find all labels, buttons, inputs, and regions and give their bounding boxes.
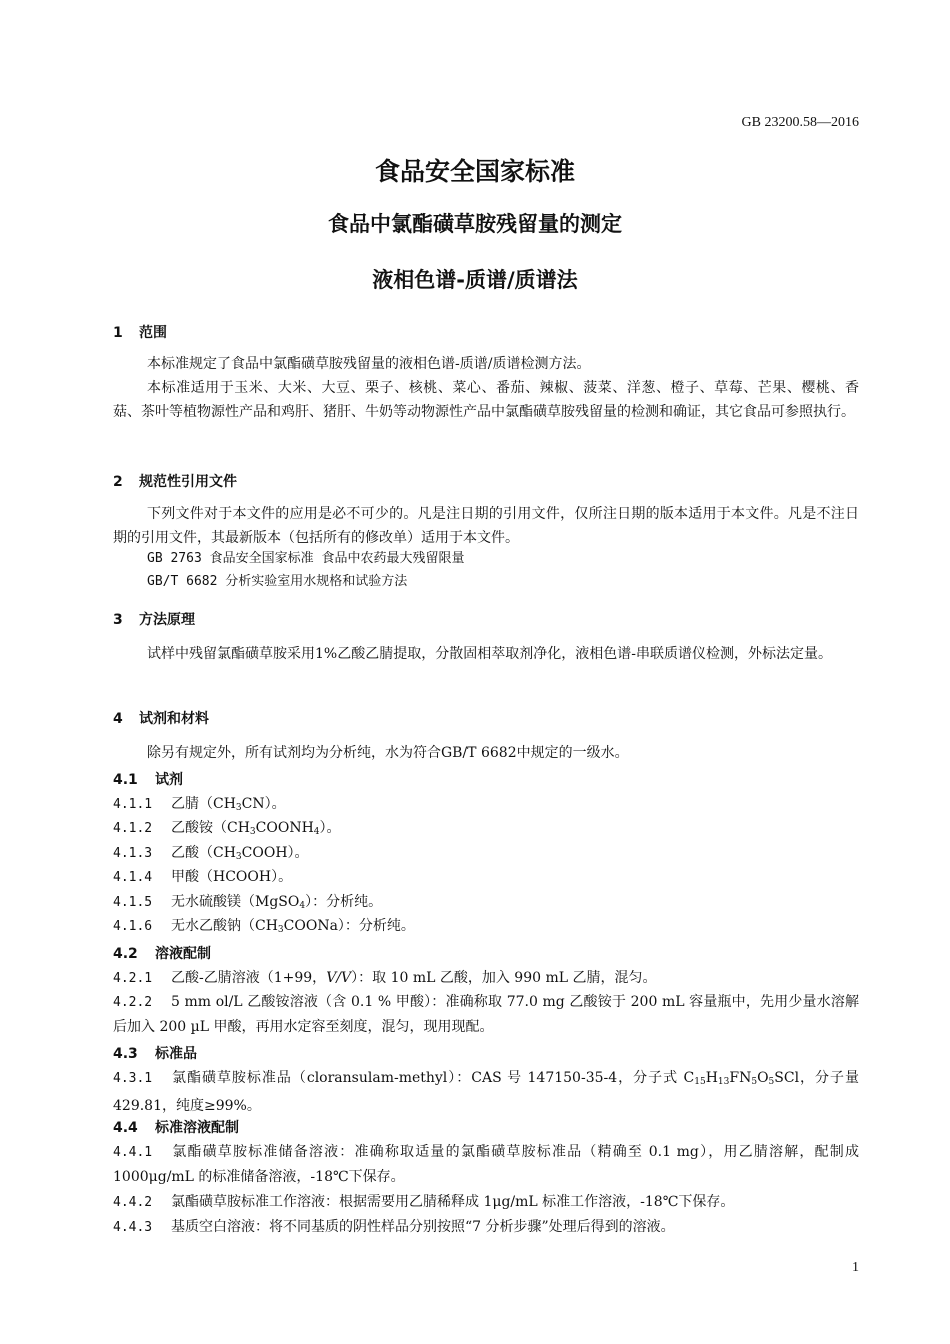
section-title: 试剂和材料 xyxy=(139,711,209,727)
standard-solution-item xyxy=(113,1190,859,1215)
subsection-number: 4.2 xyxy=(113,946,138,962)
section-1-heading xyxy=(113,322,167,342)
subsection-title: 标准溶液配制 xyxy=(155,1120,239,1136)
section-title: 方法原理 xyxy=(139,612,195,628)
subsection-number: 4.4 xyxy=(113,1120,138,1136)
section-title: 范围 xyxy=(139,325,167,341)
scope-paragraph-2: 本标准适用于玉米、大米、大豆、栗子、核桃、菜心、番茄、辣椒、菠菜、洋葱、橙子、草莓、芒果、樱桃、香菇、茶叶等植物源性产品和鸡肝、猪肝、牛奶等动物源性产品中氯酯磺草胺残留量的检测和确证，其它食品可参照执行。 xyxy=(113,380,859,420)
reagent-item xyxy=(113,914,859,942)
section-4-heading xyxy=(113,708,209,728)
item-number: 4.4.3 xyxy=(113,1220,153,1235)
reference-gbt6682: GB/T 6682 分析实验室用水规格和试验方法 xyxy=(147,574,408,589)
standard-solution-item xyxy=(113,1215,859,1240)
subsection-4-3-heading xyxy=(113,1043,197,1063)
subscript: 3 xyxy=(235,803,242,813)
subsection-title: 标准品 xyxy=(155,1046,197,1062)
reagent-item xyxy=(113,865,859,890)
principle-paragraph: 试样中残留氯酯磺草胺采用1%乙酸乙腈提取，分散固相萃取剂净化，液相色谱-串联质谱仪检测，外标法定量。 xyxy=(147,646,832,662)
section-2-heading xyxy=(113,471,237,491)
item-number: 4.1.6 xyxy=(113,919,153,934)
item-number: 4.1.1 xyxy=(113,797,153,812)
item-number: 4.1.3 xyxy=(113,846,153,861)
item-text: ）。 xyxy=(319,820,341,836)
item-text: H xyxy=(705,1070,718,1086)
reference-gb2763: GB 2763 食品安全国家标准 食品中农药最大残留限量 xyxy=(147,551,465,566)
section-number: 3 xyxy=(113,612,123,628)
item-number: 4.4.2 xyxy=(113,1195,153,1210)
item-text: COONa）：分析纯。 xyxy=(283,918,415,934)
document-method-title: 液相色谱-质谱/质谱法 xyxy=(372,268,578,292)
scope-paragraph-1: 本标准规定了食品中氯酯磺草胺残留量的液相色谱-质谱/质谱检测方法。 xyxy=(147,356,591,372)
item-number: 4.4.1 xyxy=(113,1145,153,1160)
section-title: 规范性引用文件 xyxy=(139,474,237,490)
item-text: 5 mm ol/L 乙酸铵溶液（含 0.1 % 甲酸）：准确称取 77.0 mg 乙酸铵于 200 mL 容量瓶中，先用少量水溶解后加入 200 µL 甲酸，再用水定容至刻度，混匀，现用现配。 xyxy=(113,994,859,1035)
subsection-4-1-heading xyxy=(113,769,183,789)
reagents-intro: 除另有规定外，所有试剂均为分析纯，水为符合GB/T 6682中规定的一级水。 xyxy=(147,745,629,761)
subscript: 15 xyxy=(694,1077,706,1087)
document-title: 食品安全国家标准 xyxy=(374,157,575,186)
item-number: 4.2.1 xyxy=(113,971,153,986)
references-paragraph: 下列文件对于本文件的应用是必不可少的。凡是注日期的引用文件，仅所注日期的版本适用于本文件。凡是不注日期的引用文件，其最新版本（包括所有的修改单）适用于本文件。 xyxy=(113,506,859,546)
subscript: 13 xyxy=(717,1077,730,1087)
item-text: 氯酯磺草胺标准储备溶液：准确称取适量的氯酯磺草胺标准品（精确至 0.1 mg），用乙腈溶解，配制成 1000μg/mL 的标准储备溶液，-18℃下保存。 xyxy=(113,1144,859,1185)
item-text: ）：分析纯。 xyxy=(305,894,383,910)
subsection-number: 4.3 xyxy=(113,1046,138,1062)
item-number: 4.1.5 xyxy=(113,895,153,910)
subscript: 5 xyxy=(768,1077,775,1087)
subscript: 3 xyxy=(249,827,256,837)
item-text: 甲酸（HCOOH）。 xyxy=(171,869,293,885)
item-number: 4.3.1 xyxy=(113,1071,153,1086)
solution-item xyxy=(113,966,859,991)
standard-solution-item xyxy=(113,1140,859,1189)
item-number: 4.1.2 xyxy=(113,821,153,836)
item-text: COOH）。 xyxy=(241,845,309,861)
document-subtitle: 食品中氯酯磺草胺残留量的测定 xyxy=(328,212,622,236)
subscript: 5 xyxy=(751,1077,758,1087)
item-text: 乙酸（CH xyxy=(171,845,236,861)
subsection-title: 溶液配制 xyxy=(155,946,211,962)
subscript: 4 xyxy=(313,827,320,837)
item-text: 氯酯磺草胺标准工作溶液：根据需要用乙腈稀释成 1μg/mL 标准工作溶液，-18℃下保存。 xyxy=(171,1194,735,1210)
item-number: 4.2.2 xyxy=(113,995,153,1010)
subsection-title: 试剂 xyxy=(155,772,183,788)
section-number: 4 xyxy=(113,711,123,727)
item-text: COONH xyxy=(255,820,314,836)
item-text: 乙酸铵（CH xyxy=(171,820,250,836)
page-number: 1 xyxy=(852,1260,859,1275)
item-text: SCl，分子量 429.81，纯度≥99%。 xyxy=(113,1070,860,1114)
section-3-heading xyxy=(113,609,195,629)
section-number: 2 xyxy=(113,474,123,490)
item-text: 乙腈（CH xyxy=(171,796,236,812)
subsection-4-4-heading xyxy=(113,1117,239,1137)
italic-unit: V/V xyxy=(326,970,352,986)
item-text: 无水乙酸钠（CH xyxy=(171,918,278,934)
item-number: 4.1.4 xyxy=(113,870,153,885)
item-text: 乙酸-乙腈溶液（1+99， xyxy=(171,970,327,986)
subscript: 3 xyxy=(277,925,284,935)
section-number: 1 xyxy=(113,325,123,341)
item-text: FN xyxy=(729,1070,752,1086)
subsection-4-2-heading xyxy=(113,943,211,963)
reagent-item xyxy=(113,816,859,844)
solution-item xyxy=(113,990,859,1039)
standard-item xyxy=(113,1066,859,1118)
item-text: 无水硫酸镁（MgSO xyxy=(171,894,300,910)
subscript: 3 xyxy=(235,852,242,862)
item-text: 基质空白溶液：将不同基质的阴性样品分别按照“7 分析步骤”处理后得到的溶液。 xyxy=(171,1219,675,1235)
item-text: 氯酯磺草胺标准品（cloransulam-methyl）：CAS 号 147150-35-4，分子式 C xyxy=(171,1070,695,1086)
standard-number: GB 23200.58—2016 xyxy=(741,115,859,130)
item-text: CN）。 xyxy=(241,796,286,812)
subsection-number: 4.1 xyxy=(113,772,138,788)
item-text: ）：取 10 mL 乙酸，加入 990 mL 乙腈，混匀。 xyxy=(351,970,657,986)
item-text: O xyxy=(757,1070,769,1086)
subscript: 4 xyxy=(299,901,306,911)
